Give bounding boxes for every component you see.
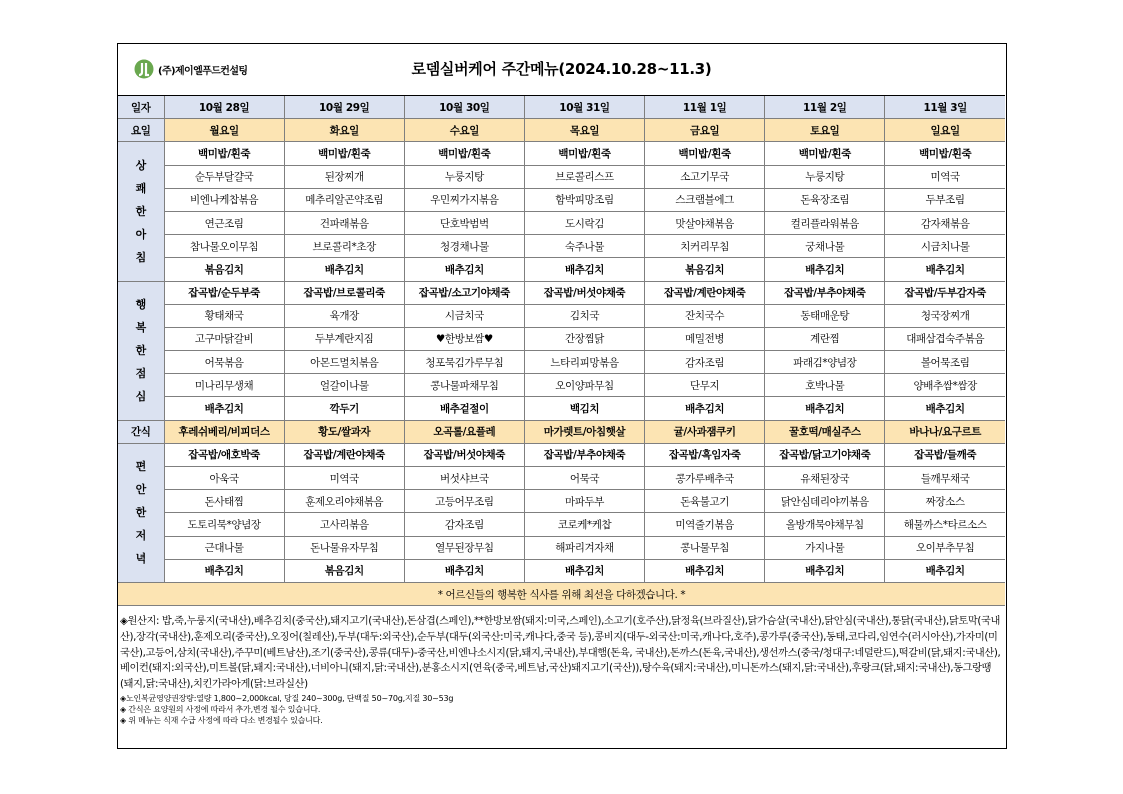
snack-cell: 마가렛트/아침햇살 [524, 420, 644, 443]
menu-item: 잡곡밥/브로콜리죽 [284, 281, 404, 304]
weekday-cell: 월요일 [164, 119, 284, 142]
menu-item: 근대나물 [164, 536, 284, 559]
menu-item: 도토리묵*양념장 [164, 513, 284, 536]
menu-item: 잡곡밥/두부감자죽 [885, 281, 1005, 304]
menu-item: 어묵국 [524, 467, 644, 490]
menu-item: 돈육불고기 [645, 490, 765, 513]
weekday-cell: 수요일 [404, 119, 524, 142]
meal-label-char: 행 [135, 298, 146, 312]
menu-item: 배추김치 [645, 559, 765, 582]
menu-item: 잡곡밥/닭고기야채죽 [765, 443, 885, 466]
menu-item: 배추김치 [524, 559, 644, 582]
menu-item: 건파래볶음 [284, 211, 404, 234]
menu-item: 배추겉절이 [404, 397, 524, 420]
menu-item: 잡곡밥/애호박죽 [164, 443, 284, 466]
menu-item: 잡곡밥/순두부죽 [164, 281, 284, 304]
menu-item: 아욱국 [164, 467, 284, 490]
page-title: 로뎀실버케어 주간메뉴(2024.10.28~11.3) [411, 60, 712, 78]
menu-item: 고등어무조림 [404, 490, 524, 513]
weekday-cell: 화요일 [284, 119, 404, 142]
menu-item: 들깨무채국 [885, 467, 1005, 490]
meal-label-char: 한 [135, 204, 146, 218]
menu-item: 우민찌가지볶음 [404, 188, 524, 211]
menu-row [118, 281, 1005, 304]
menu-item: 배추김치 [404, 559, 524, 582]
menu-item: 동태매운탕 [765, 304, 885, 327]
menu-item: 잡곡밥/계란야채죽 [645, 281, 765, 304]
menu-item: 돈나물유자무침 [284, 536, 404, 559]
menu-item: 오이양파무침 [524, 374, 644, 397]
menu-item: 청포묵김가루무침 [404, 351, 524, 374]
menu-item: 간장찜닭 [524, 327, 644, 350]
menu-row [118, 327, 1005, 350]
meal-label-char: 상 [135, 158, 146, 172]
meal-label-char: 심 [135, 390, 146, 404]
menu-row [118, 165, 1005, 188]
note-menu-change: ◈ 위 메뉴는 식재 수급 사정에 따라 다소 변경될수 있습니다. [120, 715, 323, 725]
menu-item: 맛살야채볶음 [645, 211, 765, 234]
meal-label-char: 아 [135, 227, 146, 241]
menu-item: 메추리알곤약조림 [284, 188, 404, 211]
snack-cell: 귤/사과잼쿠키 [645, 420, 765, 443]
menu-item: 시금치나물 [885, 235, 1005, 258]
meal-label-char: 저 [135, 529, 146, 543]
meal-label-char: 쾌 [135, 181, 146, 195]
menu-item: 배추김치 [765, 397, 885, 420]
menu-row [118, 374, 1005, 397]
menu-row [118, 467, 1005, 490]
menu-item: 닭안심데리야끼볶음 [765, 490, 885, 513]
menu-item: 배추김치 [404, 258, 524, 281]
menu-item: 훈제오리야채볶음 [284, 490, 404, 513]
menu-item: 깍두기 [284, 397, 404, 420]
menu-item: 돈사태찜 [164, 490, 284, 513]
menu-row [118, 351, 1005, 374]
menu-item: 잡곡밥/계란야채죽 [284, 443, 404, 466]
date-row [118, 96, 1005, 119]
snack-label: 간식 [118, 420, 164, 443]
menu-row [118, 258, 1005, 281]
menu-item: 단호박범벅 [404, 211, 524, 234]
menu-item: 잔치국수 [645, 304, 765, 327]
menu-row [118, 188, 1005, 211]
meal-label-char: 점 [135, 367, 146, 381]
date-cell: 10월 29일 [284, 96, 404, 119]
meal-label-char: 한 [135, 344, 146, 358]
weekday-row [118, 119, 1005, 142]
weekday-cell: 토요일 [765, 119, 885, 142]
date-cell: 10월 28일 [164, 96, 284, 119]
menu-item: 감자채볶음 [885, 211, 1005, 234]
menu-item: 숙주나물 [524, 235, 644, 258]
meal-label-char: 편 [135, 460, 146, 474]
menu-row [118, 443, 1005, 466]
menu-row [118, 235, 1005, 258]
menu-item: 열무된장무침 [404, 536, 524, 559]
menu-item: 코로케*케찹 [524, 513, 644, 536]
menu-item: ♥한방보쌈♥ [404, 327, 524, 350]
menu-item: 해물까스*타르소스 [885, 513, 1005, 536]
menu-item: 된장찌개 [284, 165, 404, 188]
menu-item: 누룽지탕 [765, 165, 885, 188]
menu-item: 미역국 [885, 165, 1005, 188]
menu-item: 양배추쌈*쌈장 [885, 374, 1005, 397]
menu-item: 배추김치 [524, 258, 644, 281]
menu-item: 단무지 [645, 374, 765, 397]
menu-item: 연근조림 [164, 211, 284, 234]
menu-item: 배추김치 [284, 258, 404, 281]
snack-cell: 꿀호떡/매실주스 [765, 420, 885, 443]
menu-item: 김치국 [524, 304, 644, 327]
weekday-cell: 금요일 [645, 119, 765, 142]
menu-item: 메밀전병 [645, 327, 765, 350]
date-cell: 11월 2일 [765, 96, 885, 119]
menu-item: 두부조림 [885, 188, 1005, 211]
footer-row [118, 582, 1005, 605]
snack-row [118, 420, 1005, 443]
menu-item: 얼갈이나물 [284, 374, 404, 397]
menu-item: 잡곡밥/버섯야채죽 [404, 443, 524, 466]
menu-item: 아몬드멸치볶음 [284, 351, 404, 374]
menu-item: 볶음김치 [645, 258, 765, 281]
menu-item: 치커리무침 [645, 235, 765, 258]
note-nutrition: ◈노인복균영양권장량:열량 1,800~2,000kcal, 당질 240~300g, 단백질 50~70g,지질 30~53g [120, 693, 454, 703]
menu-sheet [117, 43, 1007, 749]
menu-row [118, 490, 1005, 513]
meal-label-char: 한 [135, 506, 146, 520]
meal-label-char: 침 [135, 250, 146, 264]
weekly-menu-table [118, 96, 1005, 606]
menu-item: 궁채나물 [765, 235, 885, 258]
menu-item: 백미밥/흰죽 [404, 142, 524, 165]
menu-item: 짜장소스 [885, 490, 1005, 513]
notes-section [118, 606, 1005, 726]
menu-item: 컬리플라워볶음 [765, 211, 885, 234]
menu-item: 배추김치 [765, 258, 885, 281]
menu-row [118, 304, 1005, 327]
meal-label-char: 안 [135, 483, 146, 497]
menu-item: 백미밥/흰죽 [885, 142, 1005, 165]
menu-item: 올방개묵야채무침 [765, 513, 885, 536]
menu-item: 유채된장국 [765, 467, 885, 490]
menu-item: 해파리겨자채 [524, 536, 644, 559]
menu-item: 백김치 [524, 397, 644, 420]
menu-item: 고구마닭갈비 [164, 327, 284, 350]
menu-item: 미역줄기볶음 [645, 513, 765, 536]
menu-item: 비엔나케찹볶음 [164, 188, 284, 211]
menu-item: 느타리피망볶음 [524, 351, 644, 374]
date-cell: 11월 1일 [645, 96, 765, 119]
origin-info: ◈원산지: 밥,죽,누룽지(국내산),배추김치(중국산),돼지고기(국내산),돈삼겹(스페인),**한방보쌈(돼지:미국,스페인),소고기(호주산),닭정육(브라질산),닭가슴살(국내산),닭안심(국내산),통닭(국내산),닭토막(국내산),장각(국내산),훈제오리(중국산),오징어(칠레산),두부(대두:외국산),순두부(대두(외국산:미국,캐나다,중국 등),콩비지(대두-외국산:미국,캐나다,호주),콩가루(중국산),동태,코다리,임연수(러시아산),가자미(미국산),고등어,삼치(국내산),주꾸미(베트남산),조기(중국산),콩류(대두)-중국산,비엔나소시지(닭,돼지,국내산),부대햄(돈육, 국내산),돈까스(돈육,국내산),생선까스(중국/청대구:네덜란드),떡갈비(닭,돼지:국내산),베이컨(돼지:외국산),미트볼(닭,돼지:국내산),너비아니(돼지,닭:국내산),분홍소시지(연육(중국,베트남,국산)돼지고기(국산)),탕수육(돼지:국내산),미니돈까스(돼지,닭:국내산),후랑크(닭,돼지:국내산),동그랑땡(돼지,닭:국내산),치킨가라아게(닭:브라실산) [120, 616, 1001, 691]
menu-item: 육개장 [284, 304, 404, 327]
menu-item: 잡곡밥/버섯야채죽 [524, 281, 644, 304]
menu-item: 콩나물파채무침 [404, 374, 524, 397]
menu-item: 배추김치 [885, 559, 1005, 582]
menu-item: 배추김치 [164, 397, 284, 420]
menu-item: 볶음김치 [164, 258, 284, 281]
date-label: 일자 [118, 96, 164, 119]
menu-item: 브로콜리스프 [524, 165, 644, 188]
menu-item: 배추김치 [164, 559, 284, 582]
footer-message: * 어르신들의 행복한 식사를 위해 최선을 다하겠습니다. * [118, 582, 1005, 605]
menu-item: 두부계란지짐 [284, 327, 404, 350]
menu-item: 백미밥/흰죽 [524, 142, 644, 165]
menu-item: 배추김치 [645, 397, 765, 420]
menu-item: 마파두부 [524, 490, 644, 513]
menu-item: 미나리무생채 [164, 374, 284, 397]
menu-item: 감자조림 [645, 351, 765, 374]
snack-cell: 오곡롤/요플레 [404, 420, 524, 443]
menu-item: 버섯샤브국 [404, 467, 524, 490]
menu-item: 볼어묵조림 [885, 351, 1005, 374]
company-name: (주)제이엘푸드컨설팅 [158, 65, 248, 77]
date-cell: 10월 31일 [524, 96, 644, 119]
menu-item: 백미밥/흰죽 [765, 142, 885, 165]
menu-item: 돈육장조림 [765, 188, 885, 211]
menu-item: 백미밥/흰죽 [645, 142, 765, 165]
menu-item: 백미밥/흰죽 [164, 142, 284, 165]
menu-item: 배추김치 [885, 258, 1005, 281]
date-cell: 10월 30일 [404, 96, 524, 119]
menu-item: 잡곡밥/들깨죽 [885, 443, 1005, 466]
menu-item: 오이부추무침 [885, 536, 1005, 559]
menu-item: 잡곡밥/부추야채죽 [765, 281, 885, 304]
date-cell: 11월 3일 [885, 96, 1005, 119]
weekday-label: 요일 [118, 119, 164, 142]
menu-row [118, 536, 1005, 559]
menu-item: 참나물오이무침 [164, 235, 284, 258]
menu-item: 시금치국 [404, 304, 524, 327]
meal-label [118, 443, 164, 582]
menu-item: 잡곡밥/부추야채죽 [524, 443, 644, 466]
menu-item: 브로콜리*초장 [284, 235, 404, 258]
menu-item: 청경채나물 [404, 235, 524, 258]
menu-item: 어묵볶음 [164, 351, 284, 374]
menu-item: 도시락김 [524, 211, 644, 234]
snack-cell: 후레쉬베리/비피더스 [164, 420, 284, 443]
menu-item: 함박피망조림 [524, 188, 644, 211]
weekday-cell: 일요일 [885, 119, 1005, 142]
snack-cell: 황도/쌀과자 [284, 420, 404, 443]
menu-item: 황태채국 [164, 304, 284, 327]
menu-item: 청국장찌개 [885, 304, 1005, 327]
meal-label-char: 녁 [135, 552, 146, 566]
menu-item: 잡곡밥/소고기야채죽 [404, 281, 524, 304]
menu-item: 계란찜 [765, 327, 885, 350]
menu-item: 순두부달걀국 [164, 165, 284, 188]
menu-row [118, 513, 1005, 536]
snack-cell: 바나나/요구르트 [885, 420, 1005, 443]
menu-row [118, 142, 1005, 165]
menu-item: 호박나물 [765, 374, 885, 397]
menu-row [118, 397, 1005, 420]
menu-item: 가지나물 [765, 536, 885, 559]
sheet-header [118, 44, 1005, 96]
menu-item: 배추김치 [765, 559, 885, 582]
menu-item: 콩가루배추국 [645, 467, 765, 490]
menu-item: 콩나물무침 [645, 536, 765, 559]
weekday-cell: 목요일 [524, 119, 644, 142]
meal-label-char: 복 [135, 321, 146, 335]
menu-row [118, 211, 1005, 234]
menu-item: 파래김*양념장 [765, 351, 885, 374]
meal-label [118, 142, 164, 281]
menu-item: 고사리볶음 [284, 513, 404, 536]
menu-item: 배추김치 [885, 397, 1005, 420]
menu-item: 감자조림 [404, 513, 524, 536]
menu-item: 백미밥/흰죽 [284, 142, 404, 165]
menu-item: 미역국 [284, 467, 404, 490]
menu-item: 누룽지탕 [404, 165, 524, 188]
menu-item: 대패삼겹숙주볶음 [885, 327, 1005, 350]
menu-row [118, 559, 1005, 582]
meal-label [118, 281, 164, 420]
menu-item: 스크램블에그 [645, 188, 765, 211]
menu-item: 잡곡밥/흑임자죽 [645, 443, 765, 466]
menu-item: 소고기무국 [645, 165, 765, 188]
note-snack: ◈ 간식은 요양원의 사정에 따라서 추가,변경 될수 있습니다. [120, 704, 321, 714]
menu-item: 볶음김치 [284, 559, 404, 582]
